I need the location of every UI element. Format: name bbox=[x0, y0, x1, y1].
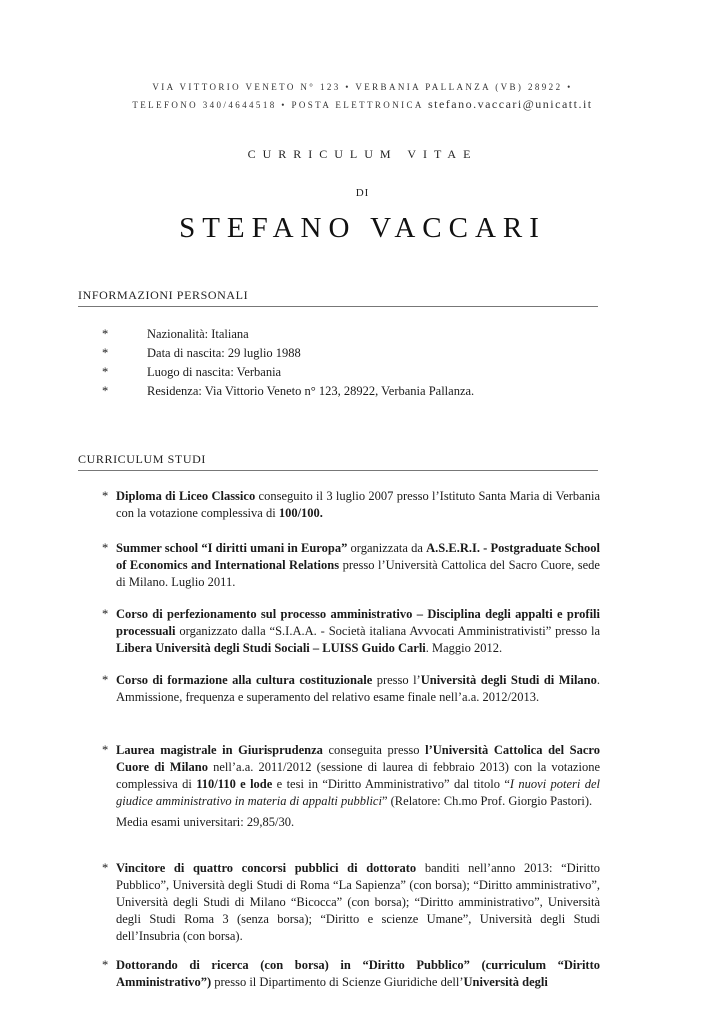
address-line: VIA VITTORIO VENETO N° 123 • VERBANIA PALLANZA (VB) 28922 • bbox=[152, 82, 573, 92]
list-item bbox=[102, 382, 602, 401]
exam-average: Media esami universitari: 29,85/30. bbox=[116, 815, 295, 829]
entry-text: Corso di formazione alla cultura costituzionale presso l’Università degli Studi di Milano. Ammissione, frequenza e superamento del relativo esame finale nell’a.a. 2012/2013. bbox=[116, 673, 601, 704]
bullet: * bbox=[102, 327, 109, 341]
document-title: CURRICULUM VITAE bbox=[247, 147, 478, 161]
personal-item-text: Data di nascita: 29 luglio 1988 bbox=[147, 346, 301, 360]
entry-text: Corso di perfezionamento sul processo amministrativo – Disciplina degli appalti e profili processuali organizzato dalla “S.I.A.A. - Società italiana Avvocati Amministrativisti” presso la Libera Università degli Studi Sociali – LUISS Guido Carli. Maggio 2012. bbox=[116, 607, 600, 655]
list-item bbox=[102, 344, 602, 363]
contact-prefix: TELEFONO 340/4644518 • POSTA ELETTRONICA bbox=[132, 100, 428, 110]
section-heading-studies: CURRICULUM STUDI bbox=[78, 452, 598, 471]
study-entry-cultura-costituzionale bbox=[102, 672, 600, 706]
bullet: * bbox=[102, 541, 109, 555]
study-entry-perfezionamento bbox=[102, 606, 600, 657]
section-heading-personal: INFORMAZIONI PERSONALI bbox=[78, 288, 598, 307]
personal-info-list bbox=[102, 325, 602, 401]
study-entry-laurea bbox=[102, 742, 600, 831]
bullet: * bbox=[102, 673, 109, 687]
study-entry-summer-school bbox=[102, 540, 600, 591]
bullet: * bbox=[102, 365, 109, 379]
bullet: * bbox=[102, 346, 109, 360]
contact-line bbox=[0, 97, 725, 112]
bullet: * bbox=[102, 861, 109, 875]
entry-text: Vincitore di quattro concorsi pubblici di dottorato banditi nell’anno 2013: “Diritto Pubblico”, Università degli Studi di Roma “La Sapienza” (con borsa); “Diritto amministrativo”, Università degli Studi di Milano “Bicocca” (con borsa); “Diritto amministrativo”, Università degli Studi Roma 3 (senza borsa); “Diritto e scienze Umane”, Università degli Studi dell’Insubria (con borsa). bbox=[116, 861, 600, 943]
study-entry-dottorando bbox=[102, 957, 600, 991]
entry-text: Dottorando di ricerca (con borsa) in “Diritto Pubblico” (curriculum “Diritto Amministrativo”) presso il Dipartimento di Scienze Giuridiche dell’Università degli bbox=[116, 958, 600, 989]
list-item bbox=[102, 325, 602, 344]
title-di: DI bbox=[355, 187, 370, 199]
email-link[interactable]: stefano.vaccari@unicatt.it bbox=[427, 97, 593, 111]
bullet: * bbox=[102, 958, 109, 972]
entry-text: Diploma di Liceo Classico conseguito il 3 luglio 2007 presso l’Istituto Santa Maria di Verbania con la votazione complessiva di 100/100. bbox=[116, 489, 600, 520]
person-name: STEFANO VACCARI bbox=[179, 212, 546, 244]
personal-item-text: Residenza: Via Vittorio Veneto n° 123, 28922, Verbania Pallanza. bbox=[147, 384, 475, 398]
entry-text: Summer school “I diritti umani in Europa” organizzata da A.S.E.R.I. - Postgraduate School of Economics and International Relations presso l’Università Cattolica del Sacro Cuore, sede di Milano. Luglio 2011. bbox=[116, 541, 600, 589]
study-entry-diploma bbox=[102, 488, 600, 522]
entry-text: Laurea magistrale in Giurisprudenza conseguita presso l’Università Cattolica del Sacro Cuore di Milano nell’a.a. 2011/2012 (sessione di laurea di febbraio 2013) con la votazione complessiva di 110/110 e lode e tesi in “Diritto Amministrativo” dal titolo “I nuovi poteri del giudice amministrativo in materia di appalti pubblici” (Relatore: Ch.mo Prof. Giorgio Pastori). bbox=[116, 743, 600, 808]
bullet: * bbox=[102, 607, 109, 621]
study-entry-concorsi bbox=[102, 860, 600, 945]
personal-item-text: Luogo di nascita: Verbania bbox=[147, 365, 282, 379]
bullet: * bbox=[102, 743, 109, 757]
bullet: * bbox=[102, 489, 109, 503]
personal-item-text: Nazionalità: Italiana bbox=[147, 327, 249, 341]
list-item bbox=[102, 363, 602, 382]
bullet: * bbox=[102, 384, 109, 398]
